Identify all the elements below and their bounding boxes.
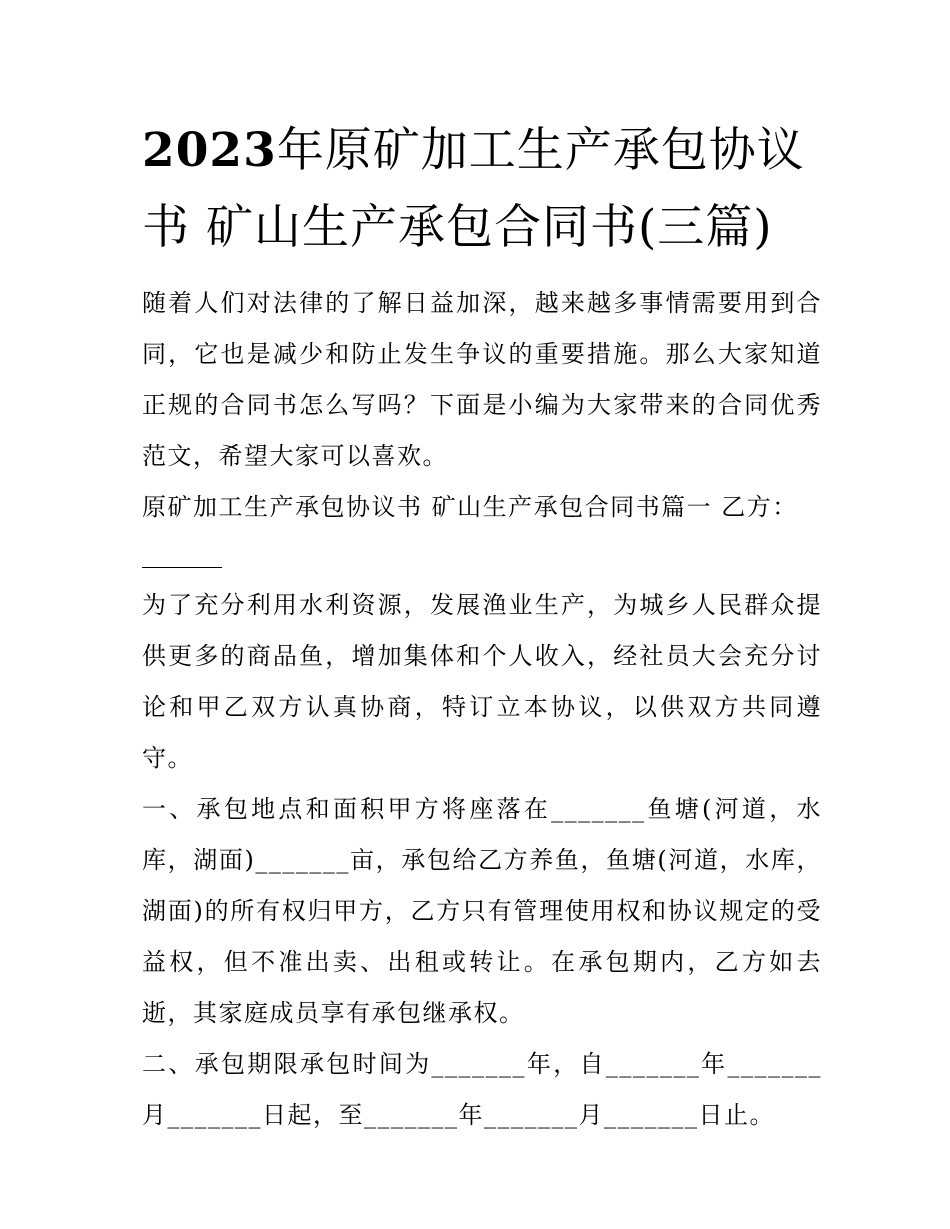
- intro-paragraph: 随着人们对法律的了解日益加深，越来越多事情需要用到合同，它也是减少和防止发生争议的重要措施。那么大家知道正规的合同书怎么写吗？下面是小编为大家带来的合同优秀范文，希望大家可以喜欢。: [142, 289, 822, 470]
- document-body: [142, 278, 822, 1141]
- section-heading: 原矿加工生产承包协议书 矿山生产承包合同书篇一 乙方：: [142, 493, 798, 521]
- clause-2-paragraph: 二、承包期限承包时间为_______年，自_______年_______月_______日起，至_______年_______月_______日止。: [142, 1050, 822, 1129]
- clause-1-paragraph: 一、承包地点和面积甲方将座落在_______鱼塘(河道，水库，湖面)_______亩，承包给乙方养鱼，鱼塘(河道，水库，湖面)的所有权归甲方，乙方只有管理使用权和协议规定的受益权，但不准出卖、出租或转让。在承包期内，乙方如去逝，其家庭成员享有承包继承权。: [142, 795, 822, 1027]
- purpose-paragraph: 为了充分利用水利资源，发展渔业生产，为城乡人民群众提供更多的商品鱼，增加集体和个人收入，经社员大会充分讨论和甲乙双方认真协商，特订立本协议，以供双方共同遵守。: [142, 591, 822, 772]
- document-title: [142, 112, 822, 266]
- title-year: 2023: [142, 123, 277, 178]
- title-text: 年原矿加工生产承包协议书 矿山生产承包合同书(三篇): [142, 123, 805, 255]
